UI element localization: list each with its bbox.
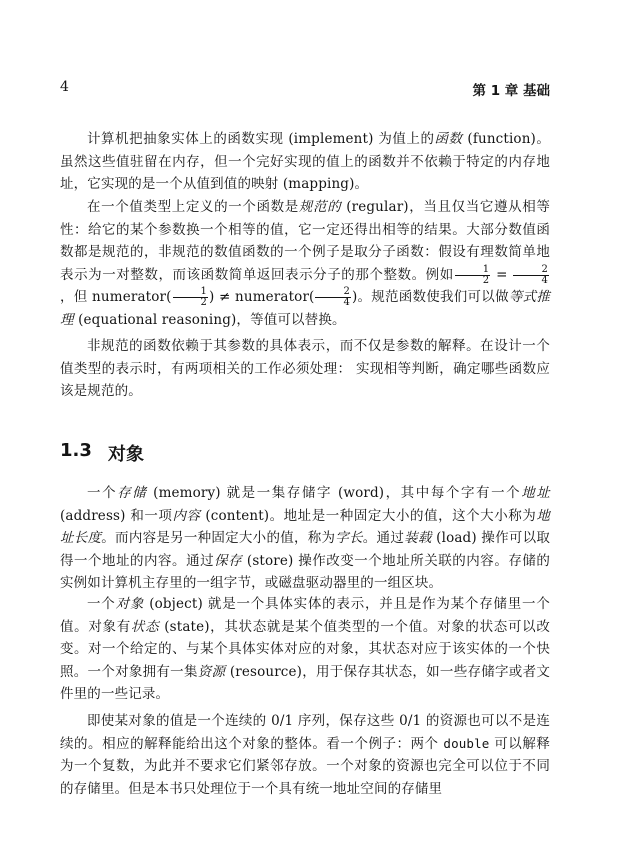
emphasis-term: 地址长度 [60,507,551,547]
fraction-numerator: 2 [513,265,549,276]
emphasis-term: 状态 [130,618,160,635]
fraction-numerator: 1 [173,287,209,298]
fraction [513,265,549,286]
emphasis-term: 对象 [115,596,145,612]
section-number: 1.3 [60,440,92,461]
text-run: 在一个值类型上定义的一个函数是 [87,199,299,215]
paragraph-object [60,593,550,706]
emphasis-term: 规范的 [298,199,342,215]
section-heading [60,440,550,468]
text-run: (object) 就是一个具体实体的表示，并且是作为某个存储里一个值。对象有 [60,596,550,635]
text-run: (content)。地址是一种固定大小的值，这个大小称为 [200,507,537,524]
text-run: (address) 和一项 [60,507,173,524]
running-header [60,79,550,101]
paragraph-regular-functions [60,196,550,332]
emphasis-term: 等式推理 [60,289,550,328]
emphasis-term: 保存 [214,552,243,569]
text-run: 即使某对象的值是一个连续的 0/1 序列，保存这些 0/1 的资源也可以不是连续的。相应的解释能给出这个对象的整体。看一个例子：两个 [60,713,550,752]
text-run: ，但 numerator( [60,289,172,306]
emphasis-term: 地址 [521,485,550,501]
text-run: 一个 [87,485,118,501]
text-run: 可以解释为一个复数，为此并不要求它们紧邻存放。一个对象的资源也完全可以位于不同的存储里。但是本书只处理位于一个具有统一地址空间的存储里 [60,735,550,797]
section-title: 对象 [108,444,144,465]
paragraph-memory [60,482,550,595]
text-run: (resource)，用于保存其状态，如一些存储字或者文件里的一些记录。 [60,663,550,703]
equals-sign: = [491,266,513,283]
text-run: 计算机把抽象实体上的函数实现 (implement) 为值上的 [87,131,435,147]
fraction [173,287,209,308]
fraction-denominator: 4 [541,274,548,286]
fraction-denominator: 2 [482,274,490,286]
chapter-title: 第 1 章 基础 [472,83,550,99]
paragraph-nonregular-functions: 非规范的函数依赖于其参数的具体表示，而不仅是参数的解释。在设计一个值类型的表示时，有两项相关的工作必须处理： 实现相等判断，确定哪些函数应该是规范的。 [60,338,550,400]
text-run: (load) 操作可以取得一个地址的内容。通过 [60,530,551,569]
code-keyword: double [443,735,490,751]
emphasis-term: 函数 [434,131,463,147]
emphasis-term: 装载 [404,530,432,547]
text-run: 。通过 [362,530,405,547]
text-run: (function)。虽然这些值驻留在内存，但一个完好实现的值上的函数并不依赖于特定的内存地址，它实现的是一个从值到值的映射 (mapping)。 [60,131,550,193]
fraction [455,265,491,286]
text-run: (memory) 就是一集存储字 (word)，其中每个字有一个 [147,485,522,501]
fraction-denominator: 2 [200,297,208,309]
emphasis-term: 字长 [335,530,363,547]
text-run: 。而内容是另一种固定大小的值，称为 [101,530,336,547]
not-equals-text: ) ≠ numerator( [209,289,315,306]
fraction-numerator: 2 [315,287,351,298]
fraction-denominator: 4 [343,297,350,309]
text-run: (store) 操作改变一个地址所关联的内容。存储的实例如计算机主存里的一组字节，或磁盘驱动器里的一组区块。 [60,552,550,592]
text-run: (regular)，当且仅当它遵从相等性：给它的某个参数换一个相等的值，它一定还得出相等的结果。大部分数值函数都是规范的，非规范的数值函数的一个例子是取分子函数：假设有理数简单地表示为一对整数，而该函数简单返回表示分子的那个整数。例如 [60,199,550,283]
emphasis-term: 内容 [172,507,201,524]
emphasis-term: 存储 [117,485,148,501]
text-run: 一个 [87,596,116,612]
fraction [315,287,351,308]
text-run: (equational reasoning)，等值可以替换。 [73,311,346,328]
text-run: (state)，其状态就是某个值类型的一个值。对象的状态可以改变。对一个给定的、与某个具体实体对应的对象，其状态对应于该实体的一个快照。一个对象拥有一集 [60,618,550,680]
paragraph-functions-implementation [60,128,550,196]
page-number: 4 [60,79,69,95]
emphasis-term: 资源 [197,663,226,680]
paragraph-object-resources [60,710,550,800]
text-run: )。规范函数使我们可以做 [351,289,509,306]
fraction-numerator: 1 [455,265,491,276]
